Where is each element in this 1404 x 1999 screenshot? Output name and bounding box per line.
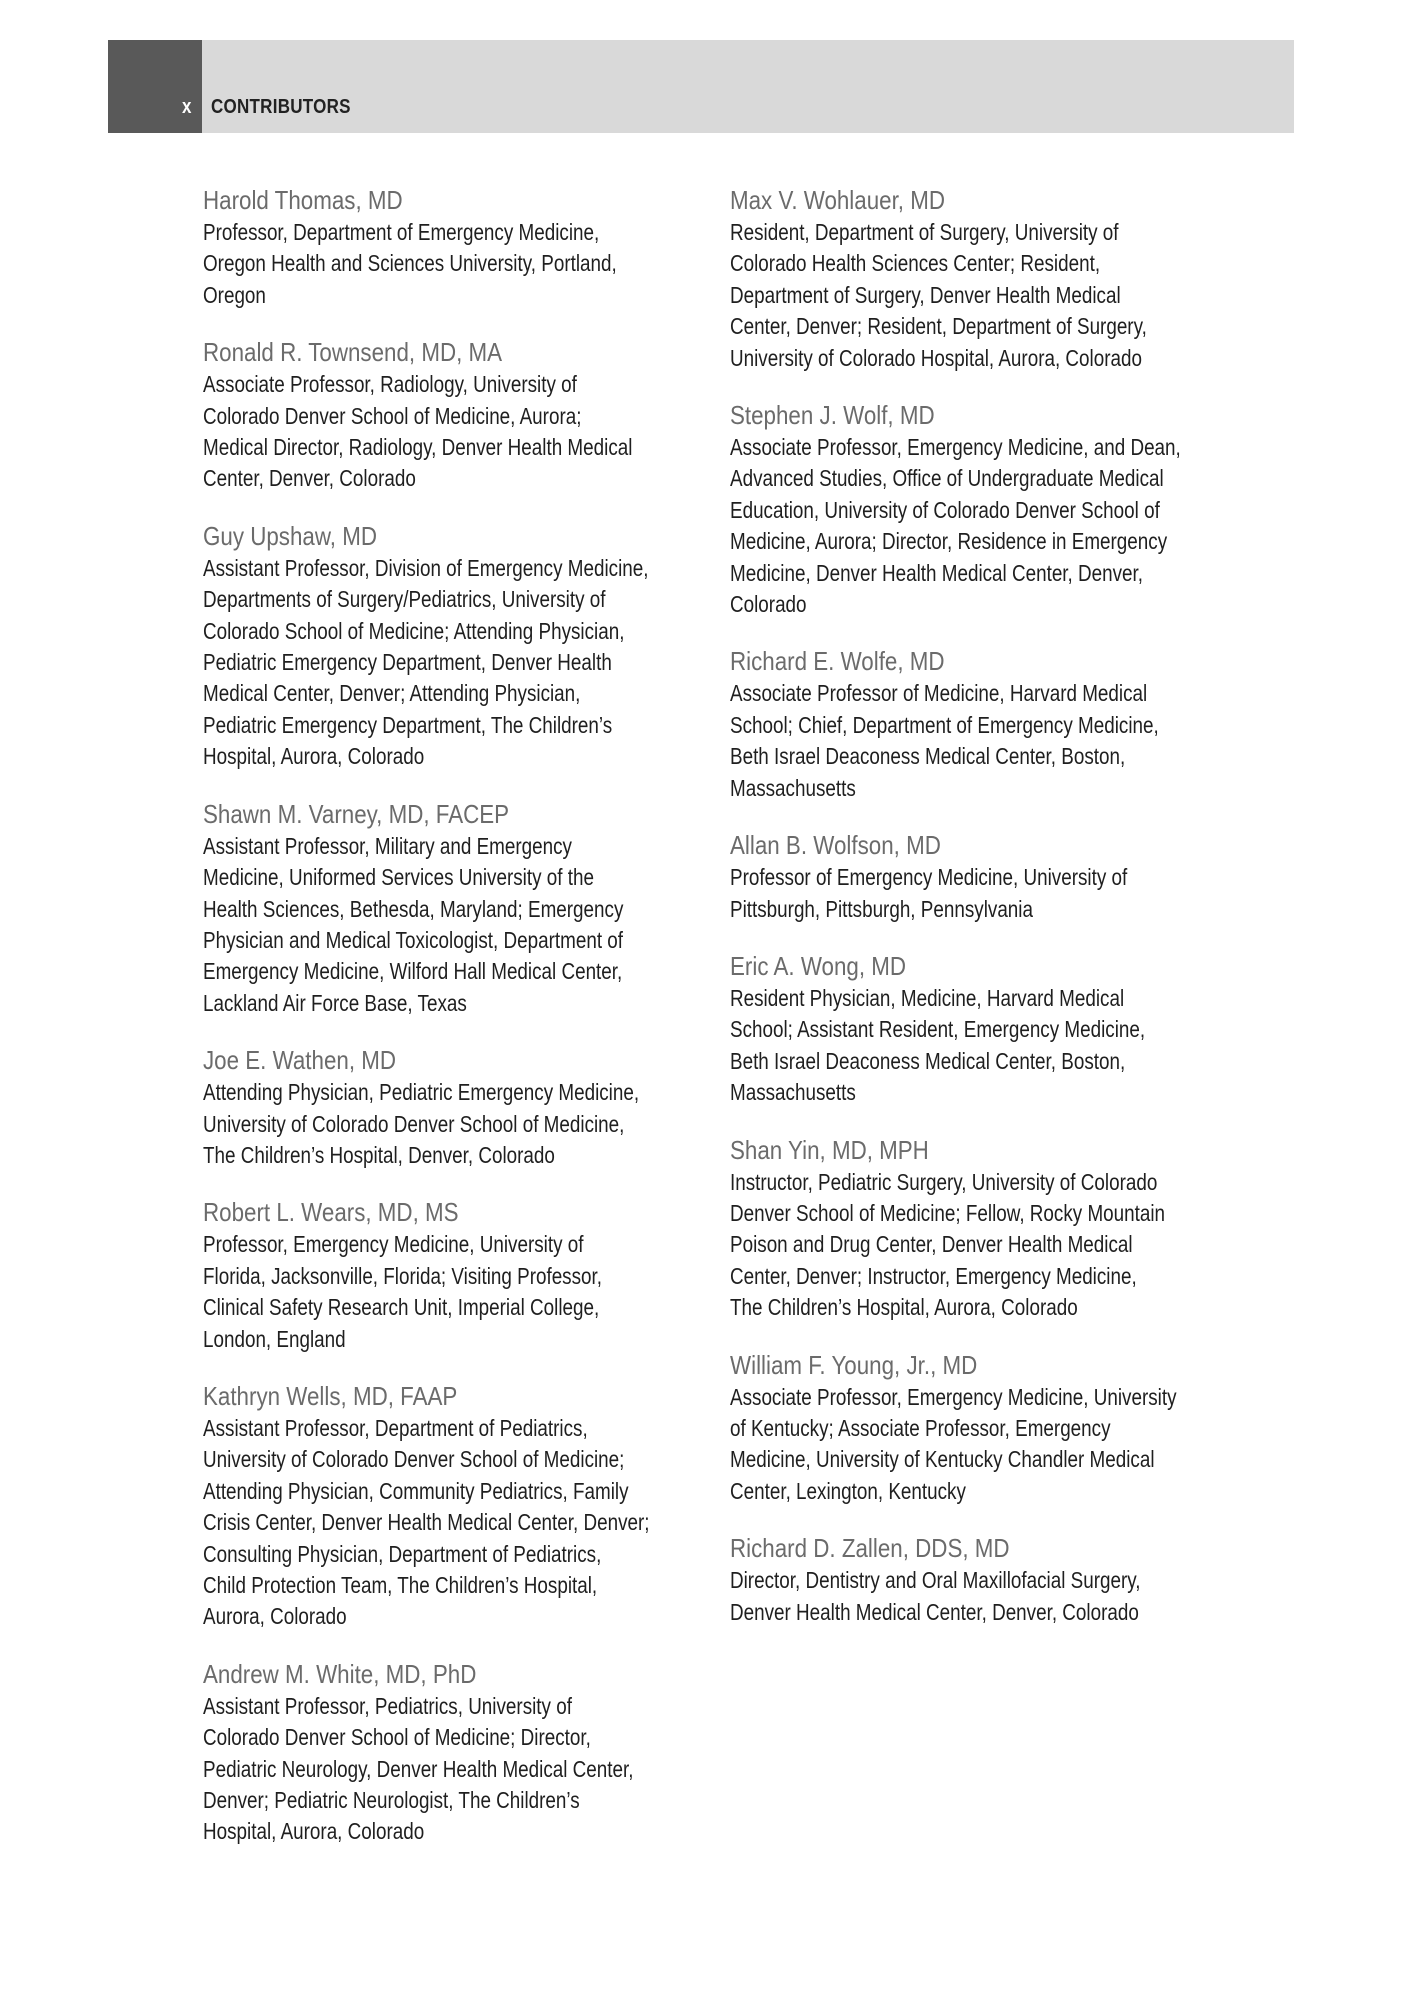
contributor-entry [730,398,1210,620]
contributor-entry [203,335,683,495]
contributor-affiliation: Professor, Department of Emergency Medicine, Oregon Health and Sciences University, Portland, Oregon [203,219,617,308]
contributor-name: Shan Yin, MD, MPH [730,1134,929,1165]
contributor-name: Richard E. Wolfe, MD [730,646,945,677]
contributor-name: Max V. Wohlauer, MD [730,185,945,215]
left-column [203,183,683,1872]
contributor-name: Allan B. Wolfson, MD [730,830,941,861]
contributor-name: Joe E. Wathen, MD [203,1045,397,1076]
contributor-name: Shawn M. Varney, MD, FACEP [203,798,510,829]
page-header [108,40,1294,133]
contributor-entry [730,949,1210,1109]
contributor-entry [203,1379,683,1633]
contributor-name: Stephen J. Wolf, MD [730,400,935,431]
contributor-affiliation: Associate Professor, Emergency Medicine, University of Kentucky; Associate Professor, Emergency Medicine, University of Kentucky Chandler Medical Center, Lexington, Kentucky [730,1383,1177,1504]
contributor-affiliation: Associate Professor, Radiology, University of Colorado Denver School of Medicine, Aurora; Medical Director, Radiology, Denver Health Medical Center, Denver, Colorado [203,371,633,492]
contributor-entry [730,828,1210,925]
page-number: x [182,96,192,118]
contributor-entry [730,183,1210,374]
contributor-affiliation: Director, Dentistry and Oral Maxillofacial Surgery, Denver Health Medical Center, Denver, Colorado [730,1567,1141,1625]
contributor-name: Richard D. Zallen, DDS, MD [730,1533,1010,1564]
contributor-affiliation: Associate Professor of Medicine, Harvard Medical School; Chief, Department of Emergency Medicine, Beth Israel Deaconess Medical Center, Boston, Massachusetts [730,680,1159,801]
contributor-name: Andrew M. White, MD, PhD [203,1658,477,1689]
contributor-name: Eric A. Wong, MD [730,950,907,981]
contributor-affiliation: Professor of Emergency Medicine, University of Pittsburgh, Pittsburgh, Pennsylvania [730,864,1128,922]
section-title: CONTRIBUTORS [211,96,351,118]
contributor-affiliation: Resident Physician, Medicine, Harvard Medical School; Assistant Resident, Emergency Medicine, Beth Israel Deaconess Medical Center, Boston, Massachusetts [730,984,1146,1106]
contributor-affiliation: Associate Professor, Emergency Medicine, and Dean, Advanced Studies, Office of Undergraduate Medical Education, University of Colorado Denver School of Medicine, Aurora; Director, Residence in Emergency Medicine, Denver Health Medical Center, Denver, Colorado [730,434,1181,618]
contributor-name: Ronald R. Townsend, MD, MA [203,337,503,368]
contributor-affiliation: Assistant Professor, Division of Emergency Medicine, Departments of Surgery/Pediatrics, University of Colorado School of Medicine; Attending Physician, Pediatric Emergency Department, Denver Health Medical Center, Denver; Attending Physician, Pediatric Emergency Department, The Children’s Hospital, Aurora, Colorado [203,554,649,770]
contributor-affiliation: Instructor, Pediatric Surgery, University of Colorado Denver School of Medicine; Fellow, Rocky Mountain Poison and Drug Center, Denver Health Medical Center, Denver; Instructor, Emergency Medicine, The Children’s Hospital, Aurora, Colorado [730,1168,1166,1321]
contributor-entry [730,644,1210,804]
contributor-entry [203,797,683,1019]
contributor-entry [203,183,683,311]
contributor-entry [203,1657,683,1848]
right-column [730,183,1210,1652]
contributor-name: Harold Thomas, MD [203,185,403,215]
contributor-affiliation: Professor, Emergency Medicine, University of Florida, Jacksonville, Florida; Visiting Professor, Clinical Safety Research Unit, Imperial College, London, England [203,1231,603,1352]
contributor-entry [730,1133,1210,1324]
page-number-tab [108,40,202,133]
contributor-affiliation: Resident, Department of Surgery, University of Colorado Health Sciences Center; Resident, Department of Surgery, Denver Health Medical Center, Denver; Resident, Department of Surgery, University of Colorado Hospital, Aurora, Colorado [730,219,1147,371]
contributor-entry [730,1348,1210,1508]
contributor-name: Robert L. Wears, MD, MS [203,1197,459,1228]
contributor-affiliation: Assistant Professor, Pediatrics, University of Colorado Denver School of Medicine; Director, Pediatric Neurology, Denver Health Medical Center, Denver; Pediatric Neurologist, The Children’s Hospital, Aurora, Colorado [203,1692,634,1845]
contributor-entry [203,1043,683,1171]
contributor-affiliation: Assistant Professor, Military and Emergency Medicine, Uniformed Services University of the Health Sciences, Bethesda, Maryland; Emergency Physician and Medical Toxicologist, Department of Emergency Medicine, Wilford Hall Medical Center, Lackland Air Force Base, Texas [203,832,624,1016]
contributor-name: Guy Upshaw, MD [203,520,377,551]
contributor-entry [203,1195,683,1355]
contributor-affiliation: Assistant Professor, Department of Pediatrics, University of Colorado Denver School of Medicine; Attending Physician, Community Pediatrics, Family Crisis Center, Denver Health Medical Center, Denver; Consulting Physician, Department of Pediatrics, Child Protection Team, The Children’s Hospital, Aurora, Colorado [203,1414,650,1630]
contributor-entry [203,519,683,773]
contributor-name: William F. Young, Jr., MD [730,1349,978,1380]
contributor-name: Kathryn Wells, MD, FAAP [203,1380,458,1411]
contributor-affiliation: Attending Physician, Pediatric Emergency Medicine, University of Colorado Denver School of Medicine, The Children’s Hospital, Denver, Colorado [203,1079,640,1168]
contributor-entry [730,1531,1210,1628]
